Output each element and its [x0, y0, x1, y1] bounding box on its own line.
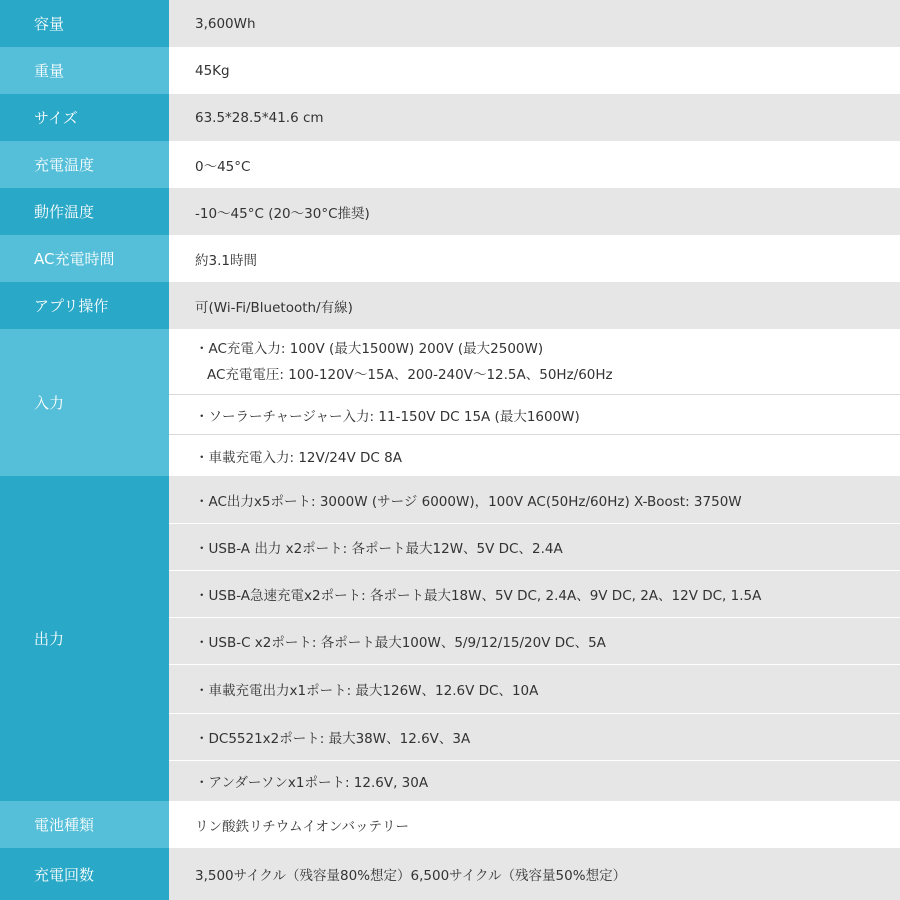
value-ac-charge-time: 約3.1時間: [169, 235, 900, 282]
row-output: [0, 476, 900, 801]
row-charge-cycles: [0, 848, 900, 900]
value-battery-type: リン酸鉄リチウムイオンバッテリー: [169, 801, 900, 848]
output-item: ・車載充電出力x1ポート: 最大126W、12.6V DC、10A: [169, 665, 900, 714]
input-ac-line2: AC充電電圧: 100-120V～15A、200-240V～12.5A、50Hz/60Hz: [207, 366, 613, 383]
input-ac-line1: ・AC充電入力: 100V (最大1500W) 200V (最大2500W): [195, 340, 544, 357]
label-charge-temp: 充電温度: [0, 141, 169, 188]
label-weight: 重量: [0, 47, 169, 94]
label-battery-type: 電池種類: [0, 801, 169, 848]
output-item: ・USB-C x2ポート: 各ポート最大100W、5/9/12/15/20V DC、5A: [169, 618, 900, 665]
value-operating-temp: -10～45°C (20～30°C推奨): [169, 188, 900, 235]
output-item: ・USB-A 出力 x2ポート: 各ポート最大12W、5V DC、2.4A: [169, 524, 900, 571]
row-ac-charge-time: [0, 235, 900, 282]
output-item: ・USB-A急速充電x2ポート: 各ポート最大18W、5V DC, 2.4A、9V DC, 2A、12V DC, 1.5A: [169, 571, 900, 618]
input-item-ac: [169, 329, 900, 395]
output-list: [169, 476, 900, 801]
row-charge-temp: [0, 141, 900, 188]
output-item: ・アンダーソンx1ポート: 12.6V, 30A: [169, 761, 900, 801]
row-battery-type: [0, 801, 900, 848]
row-size: [0, 94, 900, 141]
label-input: 入力: [0, 329, 169, 476]
row-app-control: [0, 282, 900, 329]
value-size: 63.5*28.5*41.6 cm: [169, 94, 900, 141]
label-charge-cycles: 充電回数: [0, 848, 169, 900]
label-ac-charge-time: AC充電時間: [0, 235, 169, 282]
output-item: ・AC出力x5ポート: 3000W (サージ 6000W)，100V AC(50Hz/60Hz) X-Boost: 3750W: [169, 476, 900, 524]
input-item-solar: ・ソーラーチャージャー入力: 11-150V DC 15A (最大1600W): [169, 395, 900, 435]
value-charge-temp: 0～45°C: [169, 141, 900, 188]
value-app-control: 可(Wi-Fi/Bluetooth/有線): [169, 282, 900, 329]
row-input: [0, 329, 900, 476]
label-capacity: 容量: [0, 0, 169, 47]
input-item-car: ・車載充電入力: 12V/24V DC 8A: [169, 435, 900, 476]
value-capacity: 3,600Wh: [169, 0, 900, 47]
value-charge-cycles: 3,500サイクル（残容量80%想定）6,500サイクル（残容量50%想定）: [169, 848, 900, 900]
row-weight: [0, 47, 900, 94]
output-item: ・DC5521x2ポート: 最大38W、12.6V、3A: [169, 714, 900, 761]
row-capacity: [0, 0, 900, 47]
input-list: [169, 329, 900, 476]
value-weight: 45Kg: [169, 47, 900, 94]
label-app-control: アプリ操作: [0, 282, 169, 329]
label-size: サイズ: [0, 94, 169, 141]
label-operating-temp: 動作温度: [0, 188, 169, 235]
row-operating-temp: [0, 188, 900, 235]
label-output: 出力: [0, 476, 169, 801]
